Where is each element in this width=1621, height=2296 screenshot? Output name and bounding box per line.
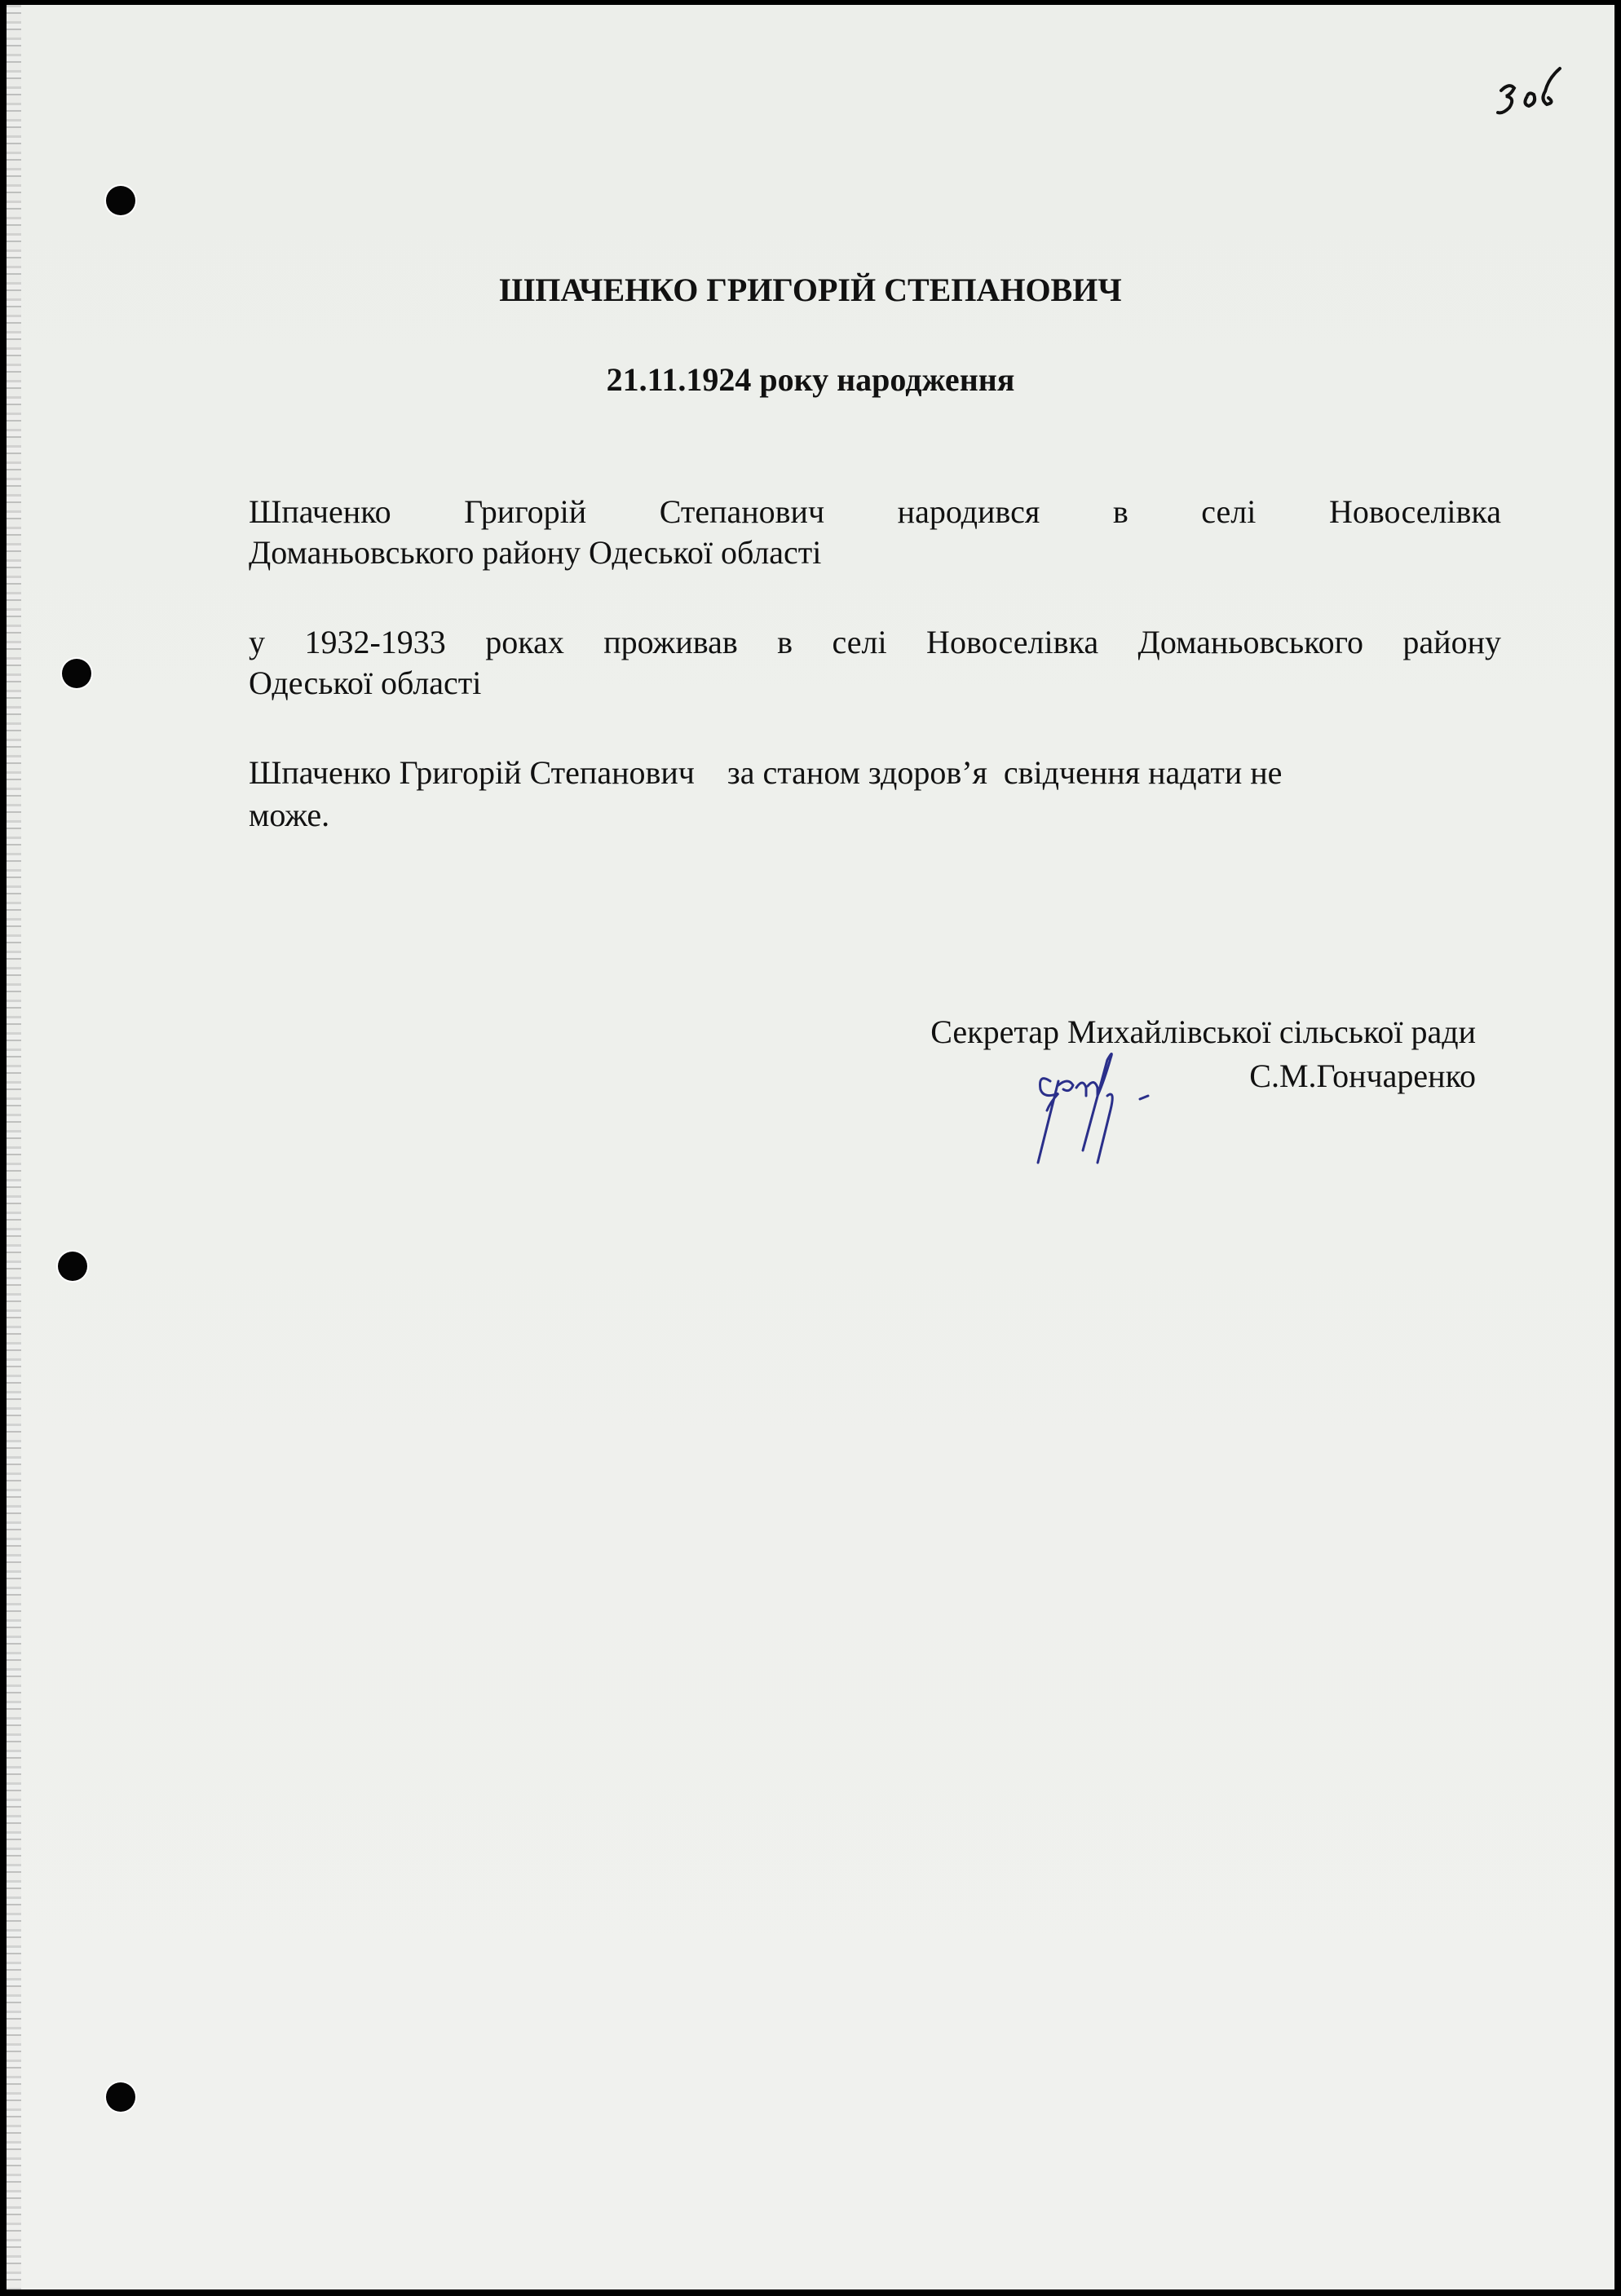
birth-date-heading: 21.11.1924 року народження bbox=[606, 361, 1015, 398]
punch-hole bbox=[106, 2082, 135, 2112]
handwritten-signature bbox=[1026, 1049, 1173, 1175]
document-title: ШПАЧЕНКО ГРИГОРІЙ СТЕПАНОВИЧ bbox=[499, 272, 1122, 308]
punch-hole bbox=[62, 659, 91, 688]
paragraph-line: Шпаченко Григорій Степанович народився в селі Новоселівка bbox=[249, 493, 1501, 530]
paragraph-line: Шпаченко Григорій Степанович за станом здоров’я свідчення надати не bbox=[249, 754, 1283, 791]
signatory-position: Секретар Михайлівської сільської ради bbox=[930, 1013, 1476, 1050]
document-page bbox=[7, 5, 1614, 2289]
paragraph-line: у 1932-1933 роках проживав в селі Новоселівка Доманьовського району bbox=[249, 624, 1501, 660]
punch-hole bbox=[58, 1252, 87, 1281]
signatory-name: С.М.Гончаренко bbox=[1249, 1057, 1476, 1094]
folio-number-handwritten bbox=[1495, 54, 1584, 131]
punch-hole bbox=[106, 186, 135, 215]
paragraph-line: може. bbox=[249, 797, 330, 833]
paragraph-line: Одеської області bbox=[249, 665, 482, 701]
scan-edge bbox=[7, 5, 21, 2289]
paragraph-line: Доманьовського району Одеської області bbox=[249, 534, 822, 571]
